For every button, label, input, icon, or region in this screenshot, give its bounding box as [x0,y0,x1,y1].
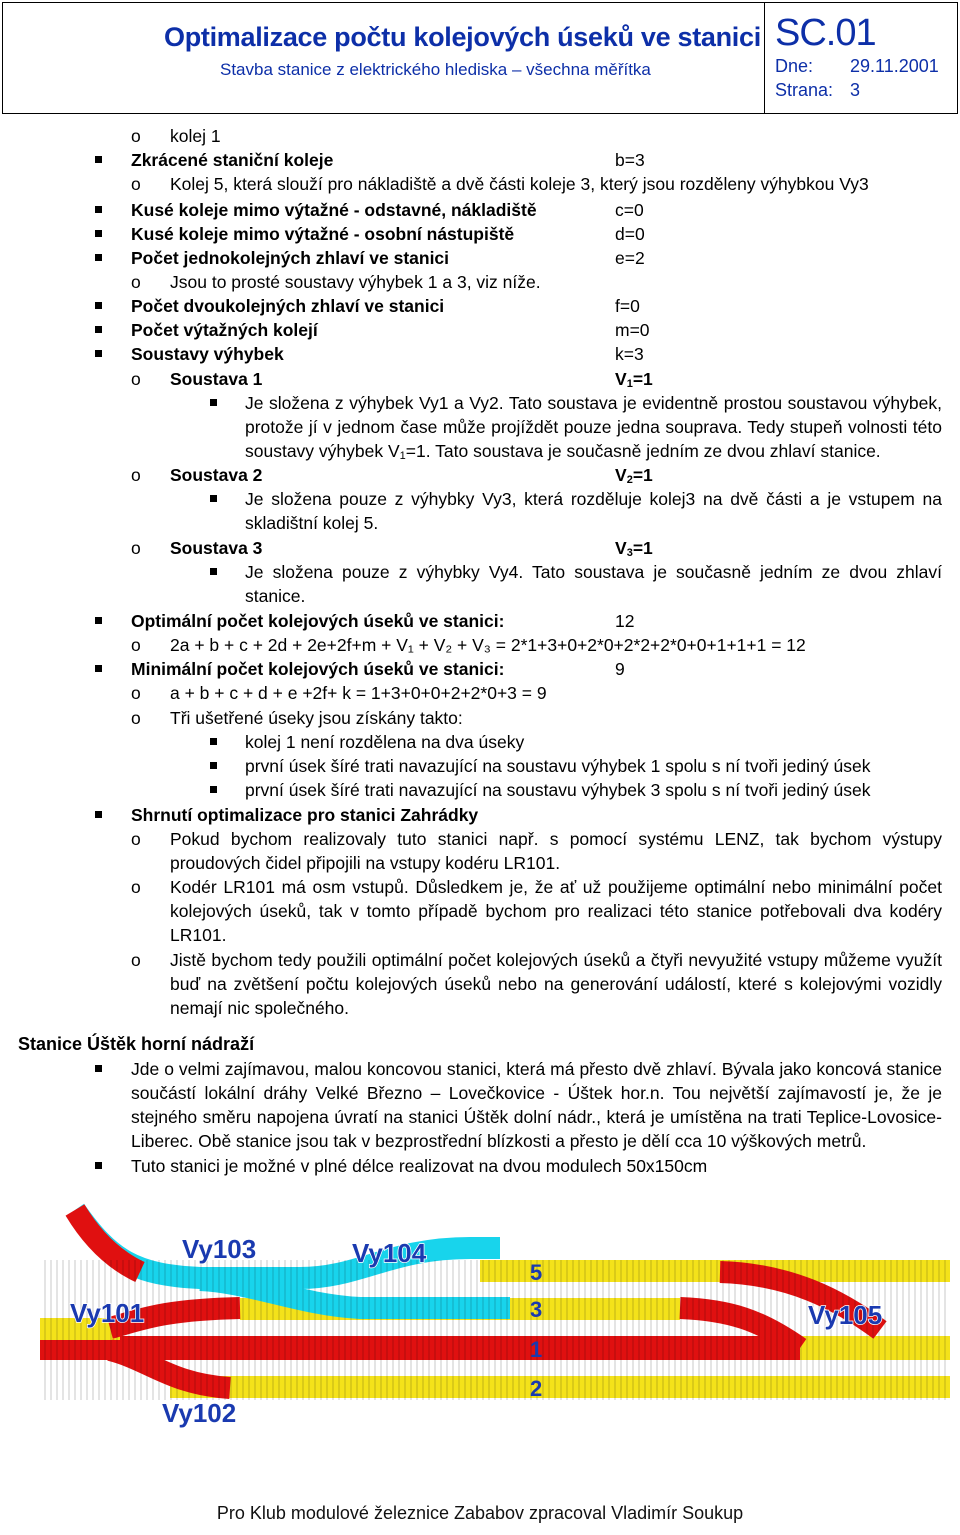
square-bullet [95,206,102,213]
switch-label-vy102: Vy102 [162,1398,237,1428]
square-bullet [95,1162,102,1169]
list-value: b=3 [615,150,645,170]
minimal-formula: a + b + c + d + e +2f+ k = 1+3+0+0+2+2*0+3 = 9 [170,683,547,703]
system-title: Soustava 1 [170,369,263,389]
switch-label-vy104: Vy104 [352,1238,427,1268]
track-number-5: 5 [530,1260,543,1285]
square-bullet [95,811,102,818]
document-title: Optimalizace počtu kolejových úseků ve stanici [164,22,761,52]
list-item: Soustavy výhybek [131,344,284,364]
summary-paragraph: Kodér LR101 má osm vstupů. Důsledkem je, že ať už použijeme optimální nebo minimální počet kolejových úseků, tak v tomto případě bychom pro realizaci této stanice potřebovali dva kodéry LR101. [170,877,942,945]
summary-paragraph: Jistě bychom tedy použili optimální počet kolejových úseků a čtyři nevyužité vstupy můžeme využít buď na zvětšení počtu kolejových úseků nebo na generování událostí, které s kolejovými vozidly nemají nic společného. [170,950,942,1018]
list-item: Zkrácené staniční koleje [131,150,334,170]
square-bullet [210,495,217,502]
optimal-count-value: 12 [615,611,635,631]
date-label: Dne: [775,56,814,76]
square-bullet [210,762,217,769]
square-bullet [95,326,102,333]
date-row [775,56,939,77]
list-item: Kusé koleje mimo výtažné - osobní nástupiště [131,224,515,244]
track-number-3: 3 [530,1297,543,1322]
list-item: Počet výtažných kolejí [131,320,318,340]
circle-bullet: o [131,635,141,655]
minimal-count-label: Minimální počet kolejových úseků ve stanici: [131,659,505,679]
circle-bullet: o [131,683,141,703]
square-bullet [210,568,217,575]
square-bullet [95,665,102,672]
list-value: m=0 [615,320,650,340]
section-paragraph: Jde o velmi zajímavou, malou koncovou stanici, která má přesto dvě zhlaví. Bývala jako koncová stanice součástí lokální dráhy Velké Březno – Lovečkovice - Úštek hor.n. Tou největší zajímavostí je, že je stejného směru napojena úvratí na stanici Úštěk dolní nádr., která je umístěna na trati Teplice-Lovosice- Liberec. Obě stanice jsou tak v bezprostřední blízkosti a přesto je dělí cca 10 výškových metrů. [131,1059,942,1151]
list-item: Tři ušetřené úseky jsou získány takto: [170,708,463,728]
switch-label-vy103: Vy103 [182,1234,257,1264]
circle-bullet: o [131,877,141,897]
circle-bullet: o [131,174,141,194]
circle-bullet: o [131,950,141,970]
section-bullet-text: Tuto stanici je možné v plné délce realizovat na dvou modulech 50x150cm [131,1156,708,1176]
track-number-1: 1 [530,1337,543,1362]
circle-bullet: o [131,465,141,485]
square-bullet [95,302,102,309]
list-item: kolej 1 není rozdělena na dva úseky [245,732,525,752]
square-bullet [95,1065,102,1072]
circle-bullet: o [131,126,141,146]
summary-paragraph: Pokud bychom realizovaly tuto stanici např. s pomocí systému LENZ, tak bychom výstupy proudových čidel připojili na vstupy kodéru LR101. [170,829,942,873]
section-heading: Stanice Úštěk horní nádraží [18,1034,255,1054]
square-bullet [95,254,102,261]
square-bullet [95,350,102,357]
document-subtitle: Stavba stanice z elektrického hlediska – všechna měřítka [220,60,651,79]
list-item: Počet jednokolejných zhlaví ve stanici [131,248,450,268]
page-header [0,0,960,116]
page-value: 3 [850,80,861,100]
list-item: první úsek šíré trati navazující na soustavu výhybek 1 spolu s ní tvoři jediný úsek [245,756,871,776]
circle-bullet: o [131,708,141,728]
square-bullet [210,738,217,745]
list-item: kolej 1 [170,126,221,146]
square-bullet [95,156,102,163]
list-item: Kolej 5, která slouží pro nákladiště a dvě části koleje 3, který jsou rozděleny výhybkou Vy3 [170,174,869,194]
list-item: Kusé koleje mimo výtažné - odstavné, nákladiště [131,200,537,220]
square-bullet [210,399,217,406]
list-item: Jsou to prosté soustavy výhybek 1 a 3, viz níže. [170,272,541,292]
list-value: c=0 [615,200,644,220]
square-bullet [95,617,102,624]
summary-heading: Shrnutí optimalizace pro stanici Zahrádky [131,805,479,825]
track-layout-diagram [0,1200,960,1470]
list-item: Počet dvoukolejných zhlaví ve stanici [131,296,445,316]
circle-bullet: o [131,538,141,558]
system-value: $V_3=1$ [615,538,653,559]
minimal-count-value: 9 [615,659,625,679]
system-title: Soustava 2 [170,465,263,485]
circle-bullet: o [131,272,141,292]
page-label: Strana: [775,80,834,100]
square-bullet [95,230,102,237]
page-footer: Pro Klub modulové železnice Zababov zpracoval Vladimír Soukup [216,1503,744,1523]
system-description: Je složena pouze z výhybky Vy4. Tato soustava je současně jedním ze dvou zhlaví stanice. [245,562,942,606]
list-value: e=2 [615,248,645,268]
optimal-formula: 2a + b + c + 2d + 2e+2f+m + V₁ + V₂ + V₃ = 2*1+3+0+2*0+2*2+2*0+0+1+1+1 = 12 [170,635,806,655]
system-description: Je složena pouze z výhybky Vy3, která rozděluje kolej3 na dvě části a je vstupem na skladištní kolej 5. [245,489,942,533]
sleepers-overlay [40,1260,950,1400]
page-row [775,80,860,101]
switch-label-vy101: Vy101 [70,1298,145,1328]
circle-bullet: o [131,829,141,849]
document-id: SC.01 [775,12,876,54]
system-title: Soustava 3 [170,538,263,558]
date-value: 29.11.2001 [850,56,939,76]
optimal-count-label: Optimální počet kolejových úseků ve stanici: [131,611,505,631]
list-value: f=0 [615,296,640,316]
list-item: první úsek šíré trati navazující na soustavu výhybek 3 spolu s ní tvoři jediný úsek [245,780,871,800]
system-description: Je složena z výhybek Vy1 a Vy2. Tato soustava je evidentně prostou soustavou výhybek, protože jí v jednom čase může projíždět pouze jedna souprava. Tedy stupeň volnosti této soustavy výhybek $V_1=1$. Tato soustava je současně jedním ze dvou zhlaví stanice. [245,393,942,462]
system-value: $V_1=1$ [615,369,653,390]
system-value: $V_2=1$ [615,465,653,486]
circle-bullet: o [131,369,141,389]
header-divider [764,2,765,114]
switch-label-vy105: Vy105 [808,1300,883,1330]
list-value: k=3 [615,344,644,364]
list-value: d=0 [615,224,645,244]
square-bullet [210,786,217,793]
track-number-2: 2 [530,1376,543,1401]
